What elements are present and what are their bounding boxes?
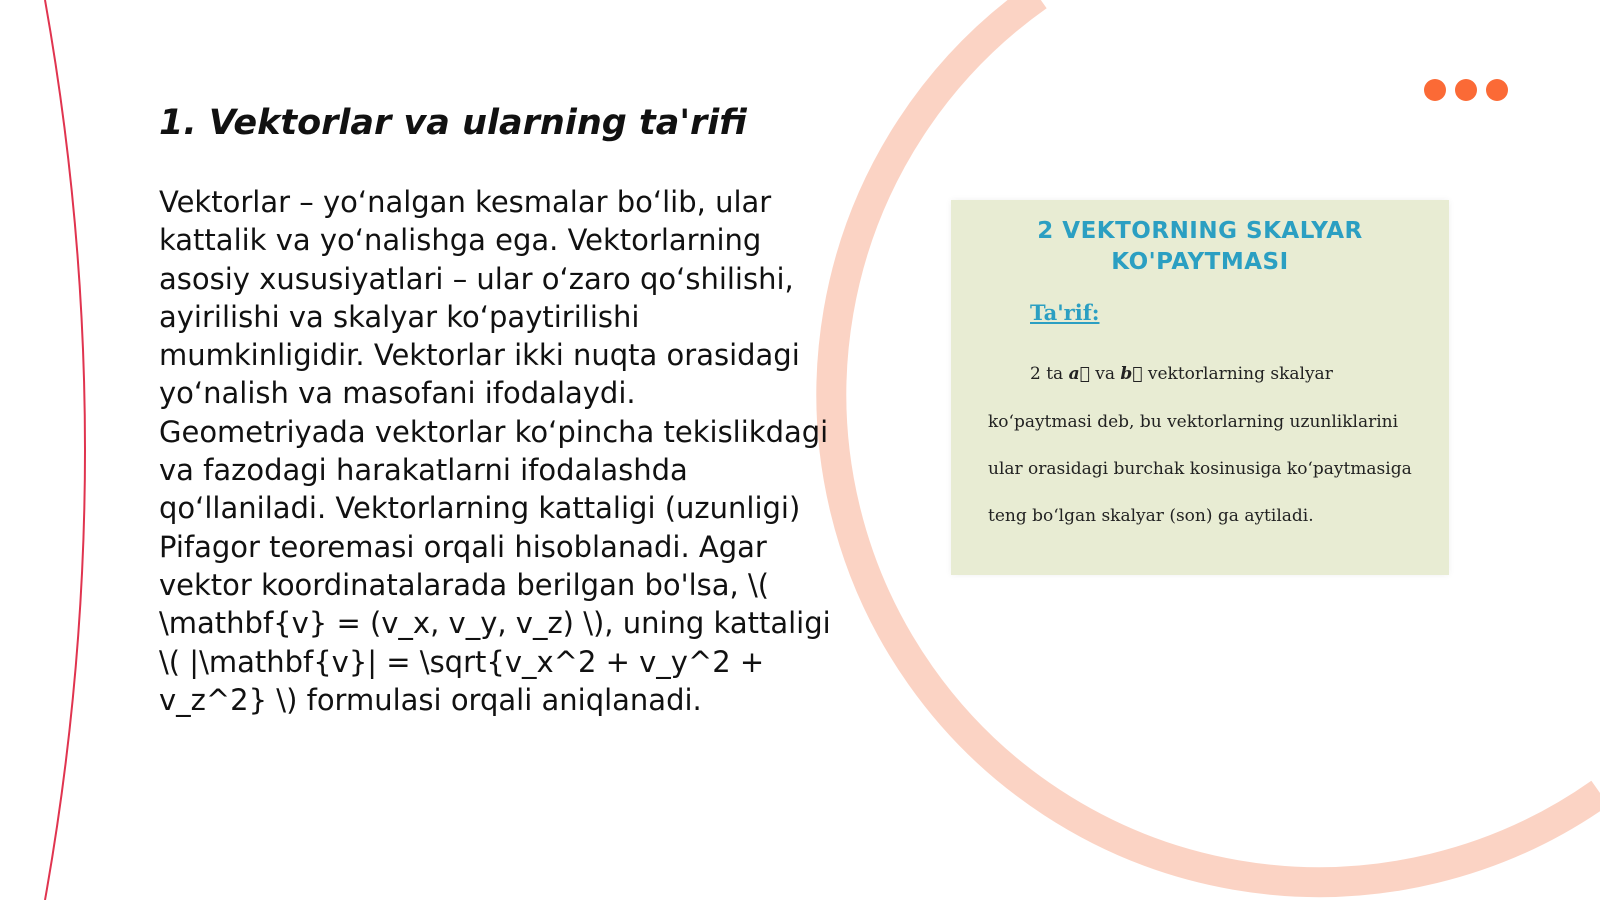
left-red-curve xyxy=(45,0,85,900)
definition-line-4: teng bo‘lgan skalyar (son) ga aytiladi. xyxy=(988,506,1314,526)
dot xyxy=(1424,79,1446,101)
line1-mid: va xyxy=(1095,364,1115,384)
card-heading-line1: 2 VEKTORNING SKALYAR xyxy=(1037,218,1363,244)
definition-line-1 xyxy=(1030,364,1333,384)
line1-post: vektorlarning skalyar xyxy=(1147,364,1333,384)
dot xyxy=(1486,79,1508,101)
slide-title: 1. Vektorlar va ularning ta'rifi xyxy=(159,103,747,143)
slide-body-text: Vektorlar – yo‘nalgan kesmalar bo‘lib, ular kattalik va yo‘nalishga ega. Vektorlarning asosiy xususiyatlari – ular o‘zaro qo‘shilishi, ayirilishi va skalyar ko‘paytirilishi mumkinligidir. Vektorlar ikki nuqta orasidagi yo‘nalish va masofani ifodalaydi. Geometriyada vektorlar ko‘pincha tekislikdagi va fazodagi harakatlarni ifodalashda qo‘llaniladi. Vektorlarning kattaligi (uzunligi) Pifagor teoremasi orqali hisoblanadi. Agar vektor koordinatalarada berilgan bo'lsa, \( \mathbf{v} = (v_x, v_y, v_z) \), uning kattaligi \( |\mathbf{v}| = \sqrt{v_x^2 + v_y^2 + v_z^2} \) formulasi orqali aniqlanadi. xyxy=(159,185,831,717)
vector-a-symbol: a⃗ xyxy=(1068,364,1090,384)
vector-b-symbol: b⃗ xyxy=(1120,364,1143,384)
definition-card xyxy=(951,200,1449,575)
three-dots-icon xyxy=(1424,79,1514,101)
card-heading-line2: KO'PAYTMASI xyxy=(1111,249,1289,275)
line1-pre: 2 ta xyxy=(1030,364,1064,384)
definition-line-2: ko‘paytmasi deb, bu vektorlarning uzunliklarini xyxy=(988,412,1399,432)
definition-line-3: ular orasidagi burchak kosinusiga ko‘paytmasiga xyxy=(988,459,1412,479)
definition-label: Ta'rif: xyxy=(1030,300,1100,325)
dot xyxy=(1455,79,1477,101)
card-heading xyxy=(951,216,1449,278)
